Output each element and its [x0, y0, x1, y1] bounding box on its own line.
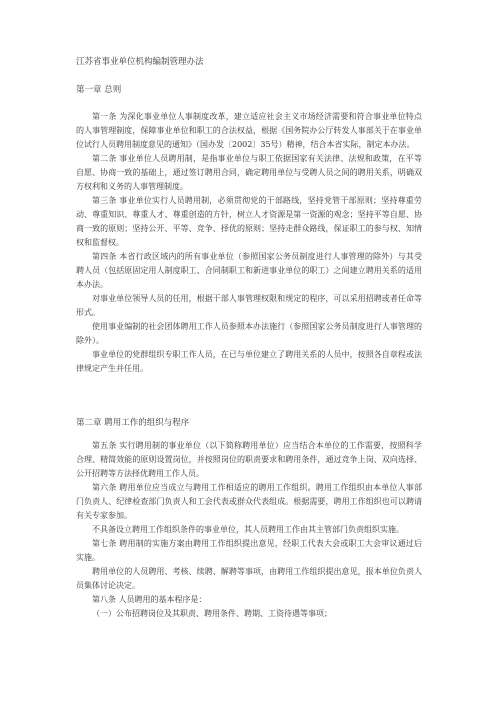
chapter-2-body: [76, 439, 422, 621]
document-title: 江苏省事业单位机构编制管理办法: [76, 57, 204, 67]
paragraph: 第八条 人员聘用的基本程序是：: [92, 595, 207, 604]
paragraph: 第二条 事业单位人员聘用制，是指事业单位与职工依据国家有关法律、法规和政策，在平等自愿、协商一致的基础上，通过签订聘用合同，确定聘用单位与受聘人员之间的聘用关系，明确双方权利和义务的人事管理制度。: [76, 154, 422, 191]
paragraph: 聘用单位的人员聘用、考核、续聘、解聘等事项，由聘用工作组织提出意见，报本单位负责人员集体讨论决定。: [76, 567, 422, 590]
paragraph: 使用事业编制的社会团体聘用工作人员参照本办法施行（参照国家公务员制度进行人事管理的除外）。: [76, 322, 422, 345]
chapter-1-body: [76, 110, 422, 376]
paragraph: 第一条 为深化事业单位人事制度改革，建立适应社会主义市场经济需要和符合事业单位特点的人事管理制度，保障事业单位和职工的合法权益，根据《国务院办公厅转发人事部关于在事业单位试行人员聘用制度意见的通知》（国办发〔2002〕35号）精神，结合本省实际，制定本办法。: [76, 112, 422, 149]
paragraph: 第三条 事业单位实行人员聘用制，必须贯彻党的干部路线，坚持党管干部原则；坚持尊重劳动、尊重知识、尊重人才、尊重创造的方针，树立人才资源是第一资源的观念；坚持平等自愿、协商一致的原则；坚持公开、平等、竞争、择优的原则；坚持走群众路线，保证职工的参与权、知情权和监督权。: [76, 196, 422, 247]
chapter-2-heading: 第二章 聘用工作的组织与程序: [76, 418, 190, 428]
paragraph: 不具备设立聘用工作组织条件的事业单位，其人员聘用工作由其主管部门负责组织实施。: [92, 525, 404, 534]
paragraph: 对事业单位领导人员的任用，根据干部人事管理权限和规定的程序，可以采用招聘或者任命等形式。: [76, 294, 422, 317]
paragraph: 第七条 聘用制的实施方案由聘用工作组织提出意见，经职工代表大会或职工大会审议通过后实施。: [76, 539, 422, 562]
paragraph: 第五条 实行聘用制的事业单位（以下简称聘用单位）应当结合本单位的工作需要，按照科学合理、精简效能的原则设置岗位，并按照岗位的职责要求和聘用条件，通过竞争上岗、双向选择、公开招聘等方法择优聘用工作人员。: [76, 441, 422, 478]
paragraph: （一）公布招聘岗位及其职责、聘用条件、聘期、工资待遇等事项；: [92, 609, 332, 618]
paragraph: 事业单位的党群组织专职工作人员，在已与单位建立了聘用关系的人员中，按照各自章程或法律规定产生并任用。: [76, 350, 422, 373]
chapter-1-heading: 第一章 总则: [76, 85, 122, 95]
paragraph: 第六条 聘用单位应当成立与聘用工作相适应的聘用工作组织。聘用工作组织由本单位人事部门负责人、纪律检查部门负责人和工会代表或群众代表组成。根据需要，聘用工作组织也可以聘请有关专家参加。: [76, 483, 422, 520]
paragraph: 第四条 本省行政区域内的所有事业单位（参照国家公务员制度进行人事管理的除外）与其受聘人员（包括原固定用人制度职工、合同制职工和新进事业单位的职工）之间建立聘用关系的适用本办法。: [76, 252, 422, 289]
